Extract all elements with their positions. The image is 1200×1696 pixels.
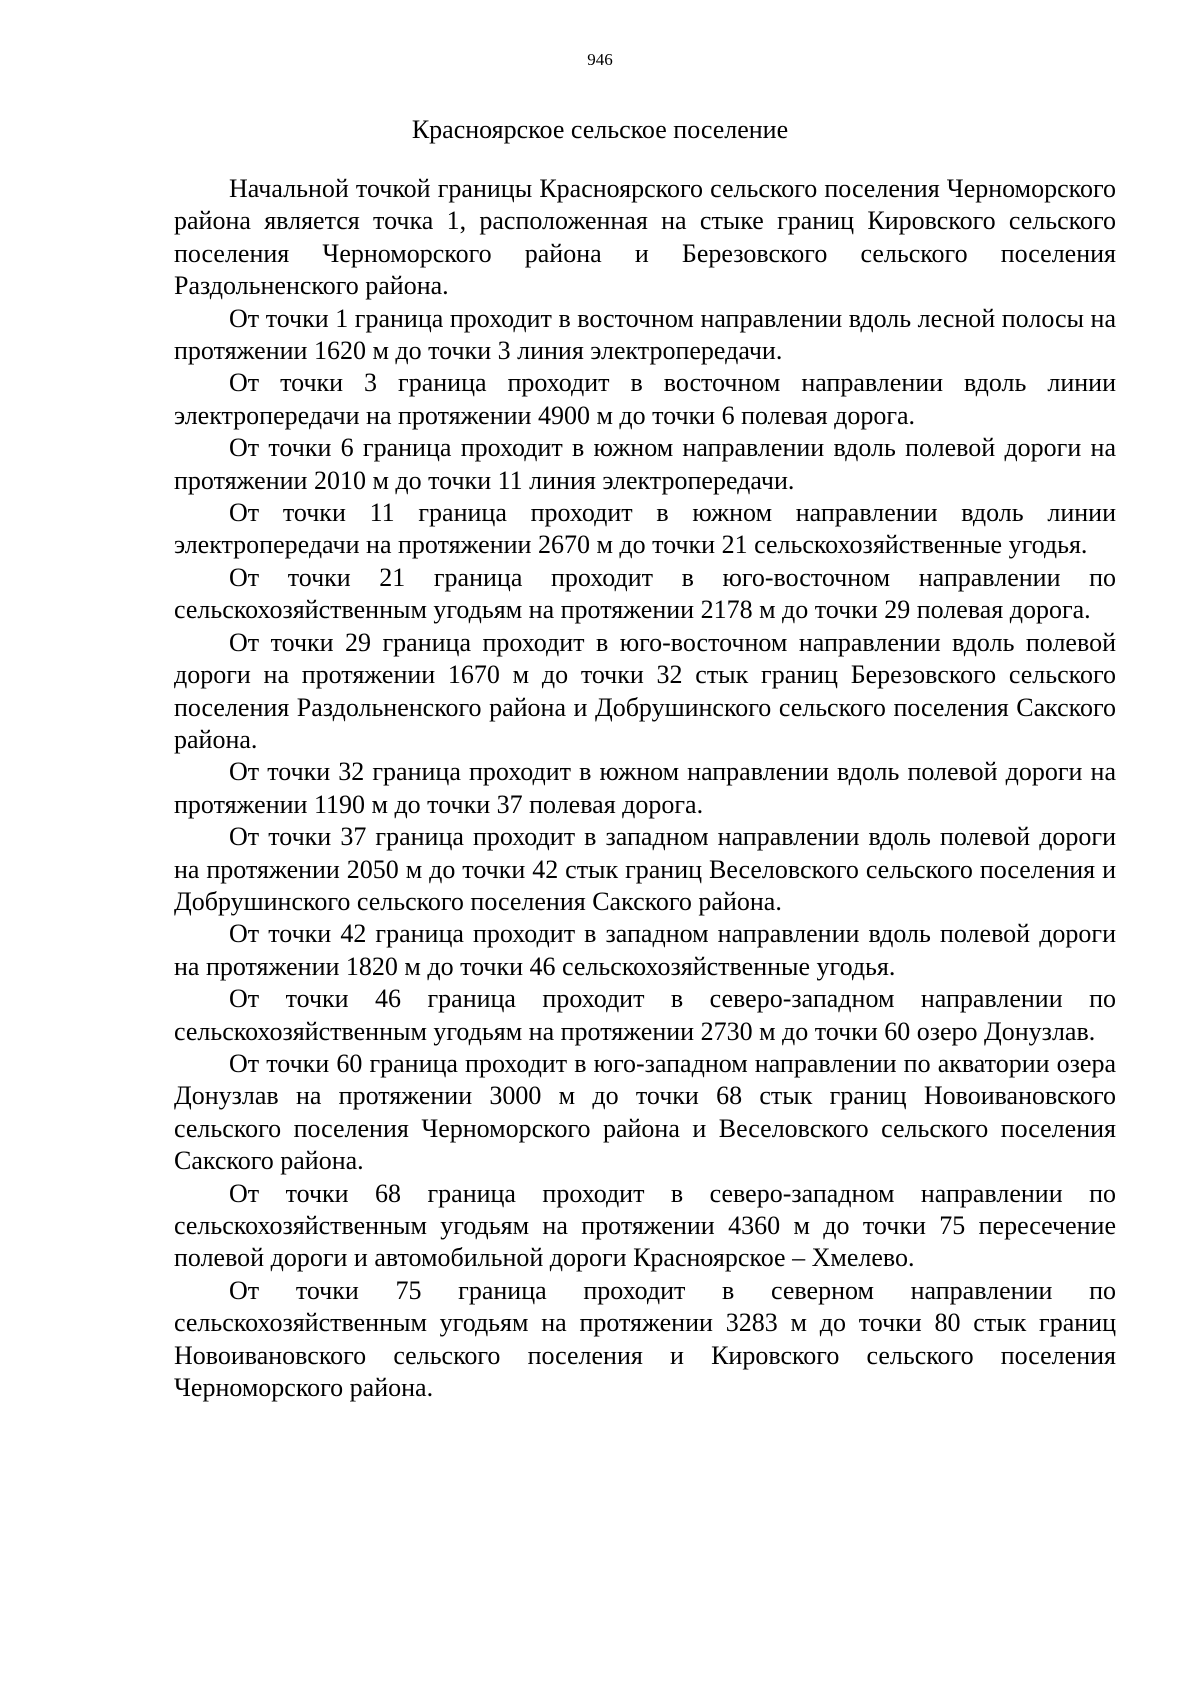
- paragraph-7: От точки 29 граница проходит в юго-восточном направлении вдоль полевой дороги на протяжении 1670 м до точки 32 стык границ Березовского сельского поселения Раздольненского района и Добрушинского сельского поселения Сакского района.: [174, 627, 1116, 754]
- paragraph-1: Начальной точкой границы Красноярского сельского поселения Черноморского района является точка 1, расположенная на стыке границ Кировского сельского поселения Черноморского района и Березовского сельского поселения Раздольненского района.: [174, 174, 1116, 301]
- paragraph-4: От точки 6 граница проходит в южном направлении вдоль полевой дороги на протяжении 2010 м до точки 11 линия электропередачи.: [174, 433, 1116, 495]
- paragraph-2: От точки 1 граница проходит в восточном направлении вдоль лесной полосы на протяжении 1620 м до точки 3 линия электропередачи.: [174, 303, 1116, 366]
- paragraph-10: От точки 42 граница проходит в западном направлении вдоль полевой дороги на протяжении 1820 м до точки 46 сельскохозяйственные угодья.: [174, 919, 1116, 981]
- paragraph-14: От точки 75 граница проходит в северном направлении по сельскохозяйственным угодьям на протяжении 3283 м до точки 80 стык границ Новоивановского сельского поселения и Кировского сельского поселения Черноморского района.: [174, 1275, 1116, 1403]
- paragraph-8: От точки 32 граница проходит в южном направлении вдоль полевой дороги на протяжении 1190 м до точки 37 полевая дорога.: [174, 757, 1116, 819]
- paragraph-12: От точки 60 граница проходит в юго-западном направлении по акватории озера Донузлав на протяжении 3000 м до точки 68 стык границ Новоивановского сельского поселения Черноморского района и Веселовского сельского поселения Сакского района.: [174, 1048, 1116, 1176]
- paragraph-6: От точки 21 граница проходит в юго-восточном направлении по сельскохозяйственным угодьям на протяжении 2178 м до точки 29 полевая дорога.: [174, 562, 1116, 625]
- paragraph-11: От точки 46 граница проходит в северо-западном направлении по сельскохозяйственным угодьям на протяжении 2730 м до точки 60 озеро Донузлав.: [174, 984, 1116, 1046]
- paragraph-13: От точки 68 граница проходит в северо-западном направлении по сельскохозяйственным угодьям на протяжении 4360 м до точки 75 пересечение полевой дороги и автомобильной дороги Красноярское – Хмелево.: [174, 1178, 1116, 1273]
- document-body: [174, 173, 1116, 1404]
- document-title: Красноярское сельское поселение: [411, 115, 789, 144]
- page-number: 946: [587, 50, 613, 69]
- paragraph-5: От точки 11 граница проходит в южном направлении вдоль линии электропередачи на протяжении 2670 м до точки 21 сельскохозяйственные угодья.: [174, 498, 1116, 560]
- paragraph-3: От точки 3 граница проходит в восточном направлении вдоль линии электропередачи на протяжении 4900 м до точки 6 полевая дорога.: [174, 368, 1116, 430]
- paragraph-9: От точки 37 граница проходит в западном направлении вдоль полевой дороги на протяжении 2050 м до точки 42 стык границ Веселовского сельского поселения и Добрушинского сельского поселения Сакского района.: [174, 822, 1116, 916]
